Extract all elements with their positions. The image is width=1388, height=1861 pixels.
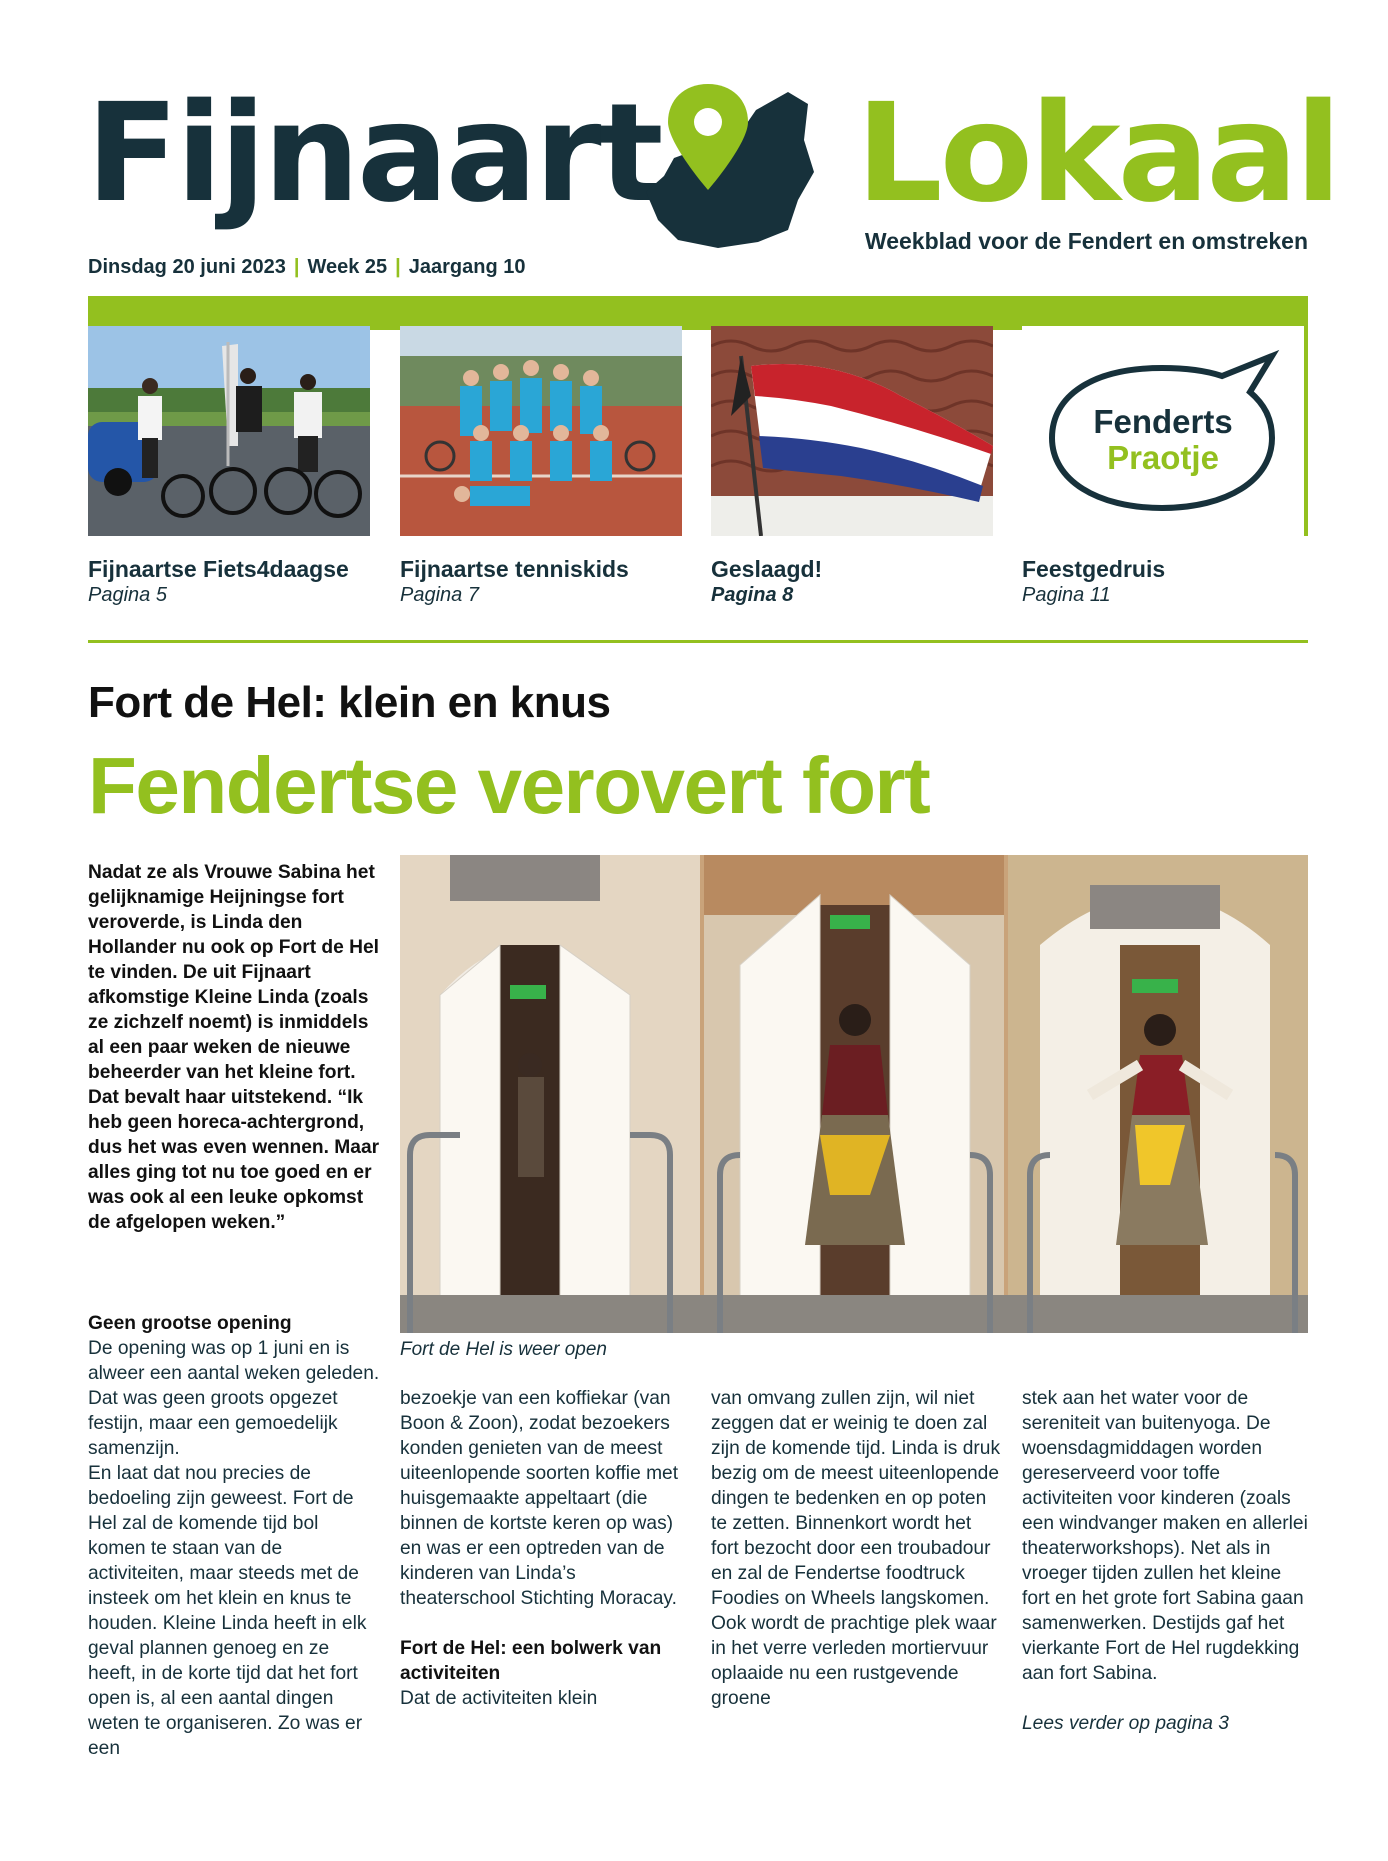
- dateline: Dinsdag 20 juni 2023 | Week 25 | Jaargang 10: [88, 256, 526, 278]
- article-lead: Nadat ze als Vrouwe Sabina het gelijknamige Heijningse fort veroverde, is Linda den Hollander nu ook op Fort de Hel te vinden. De uit Fijnaart afkomstige Kleine Linda (zoals ze zichzelf noemt) is inmiddels al een paar weken de nieuwe beheerder van het kleine fort. Dat bevalt haar uitstekend. “Ik heb geen horeca-achtergrond, dus het was even wennen. Maar alles ging tot nu toe goed en er was ook al een leuke opkomst de afgelopen weken.”: [88, 862, 380, 1233]
- issue-date: Dinsdag 20 juni 2023: [88, 256, 286, 278]
- teaser-band: [88, 296, 1308, 330]
- teaser-page-4: Pagina 11: [1022, 584, 1111, 606]
- column-3-paragraph-1: van omvang zullen zijn, wil niet zeggen dat er weinig te doen zal zijn de komende tijd. Linda is druk bezig om de meest uiteenlopende dingen te bedenken en op poten te zetten. Binnenkort wordt het fort bezocht door een troubadour en zal de Fendertse foodtruck Foodies on Wheels langskomen. Ook wordt de prachtige plek waar in het verre verleden mortiervuur oplaaide nu een rustgevende groene: [711, 1388, 1001, 1709]
- column-2-paragraph-1: bezoekje van een koffiekar (van Boon & Zoon), zodat bezoekers konden genieten van de meest uiteenlopende soorten koffie met huisgemaakte appeltaart (die binnen de kortste keren op was) en was er een optreden van de kinderen van Linda’s theaterschool Stichting Moracay.: [400, 1388, 679, 1609]
- masthead-tagline: Weekblad voor de Fendert en omstreken: [864, 228, 1308, 254]
- masthead-title-right: Lokaal: [856, 75, 1339, 233]
- praatje-line2: Praotje: [1107, 439, 1219, 476]
- teaser-page-1: Pagina 5: [88, 584, 167, 606]
- article-kicker: Fort de Hel: klein en knus: [88, 678, 611, 727]
- teaser-title-1[interactable]: Fijnaartse Fiets4daagse: [88, 556, 349, 582]
- map-pin-logo-icon: [638, 80, 822, 252]
- column-4-paragraph-1: stek aan het water voor de sereniteit van buitenyoga. De woensdagmiddagen worden gereserveerd voor toffe activiteiten voor kinderen (zoals een windvanger maken en allerlei theaterworkshops). Net als in vroeger tijden zullen het kleine fort en het grote fort Sabina gaan samenwerken. Destijds gaf het vierkante Fort de Hel rugdekking aan fort Sabina.: [1022, 1388, 1308, 1684]
- teaser-page-2: Pagina 7: [400, 584, 479, 606]
- article-photo-fort[interactable]: [400, 855, 1308, 1333]
- issue-week: Week 25: [307, 256, 388, 278]
- column-1-paragraph-1: De opening was op 1 juni en is alweer een aantal weken geleden. Dat was geen groots opgezet festijn, maar een gemoedelijk samenzijn.: [88, 1338, 380, 1459]
- section-divider: [88, 640, 1308, 643]
- masthead-title-left: Fijnaart: [86, 75, 661, 233]
- column-1-paragraph-2: En laat dat nou precies de bedoeling zijn geweest. Fort de Hel zal de komende tijd bol komen te staan van de activiteiten, maar steeds met de insteek om het klein en knus te houden. Kleine Linda heeft in elk geval plannen genoeg en ze heeft, in de korte tijd dat het fort open is, al een aantal dingen weten te organiseren. Zo was er een: [88, 1463, 367, 1759]
- teaser-title-3[interactable]: Geslaagd!: [711, 556, 823, 582]
- article-column-4: [1022, 1386, 1314, 1736]
- teaser-photo-tennis[interactable]: [400, 326, 682, 536]
- praatje-box[interactable]: [1022, 326, 1308, 536]
- teaser-photo-cyclists[interactable]: [88, 326, 370, 536]
- subhead-opening: Geen grootse opening: [88, 1313, 292, 1334]
- article-column-2: [400, 1386, 692, 1711]
- teaser-photo-flag[interactable]: [711, 326, 993, 536]
- issue-volume: Jaargang 10: [408, 256, 526, 278]
- teaser-title-4[interactable]: Feestgedruis: [1022, 556, 1166, 582]
- article-headline: Fendertse verovert fort: [88, 741, 930, 830]
- column-2-paragraph-2: Dat de activiteiten klein: [400, 1688, 598, 1709]
- teaser-title-2[interactable]: Fijnaartse tenniskids: [400, 556, 629, 582]
- continued-link[interactable]: Lees verder op pagina 3: [1022, 1713, 1229, 1734]
- subhead-activities: Fort de Hel: een bolwerk van activiteiten: [400, 1638, 662, 1684]
- praatje-line1: Fenderts: [1093, 403, 1233, 440]
- article-column-3: [711, 1386, 1003, 1711]
- teaser-page-3: Pagina 8: [711, 584, 794, 606]
- photo-caption: Fort de Hel is weer open: [400, 1339, 607, 1360]
- article-column-1: [88, 1311, 380, 1761]
